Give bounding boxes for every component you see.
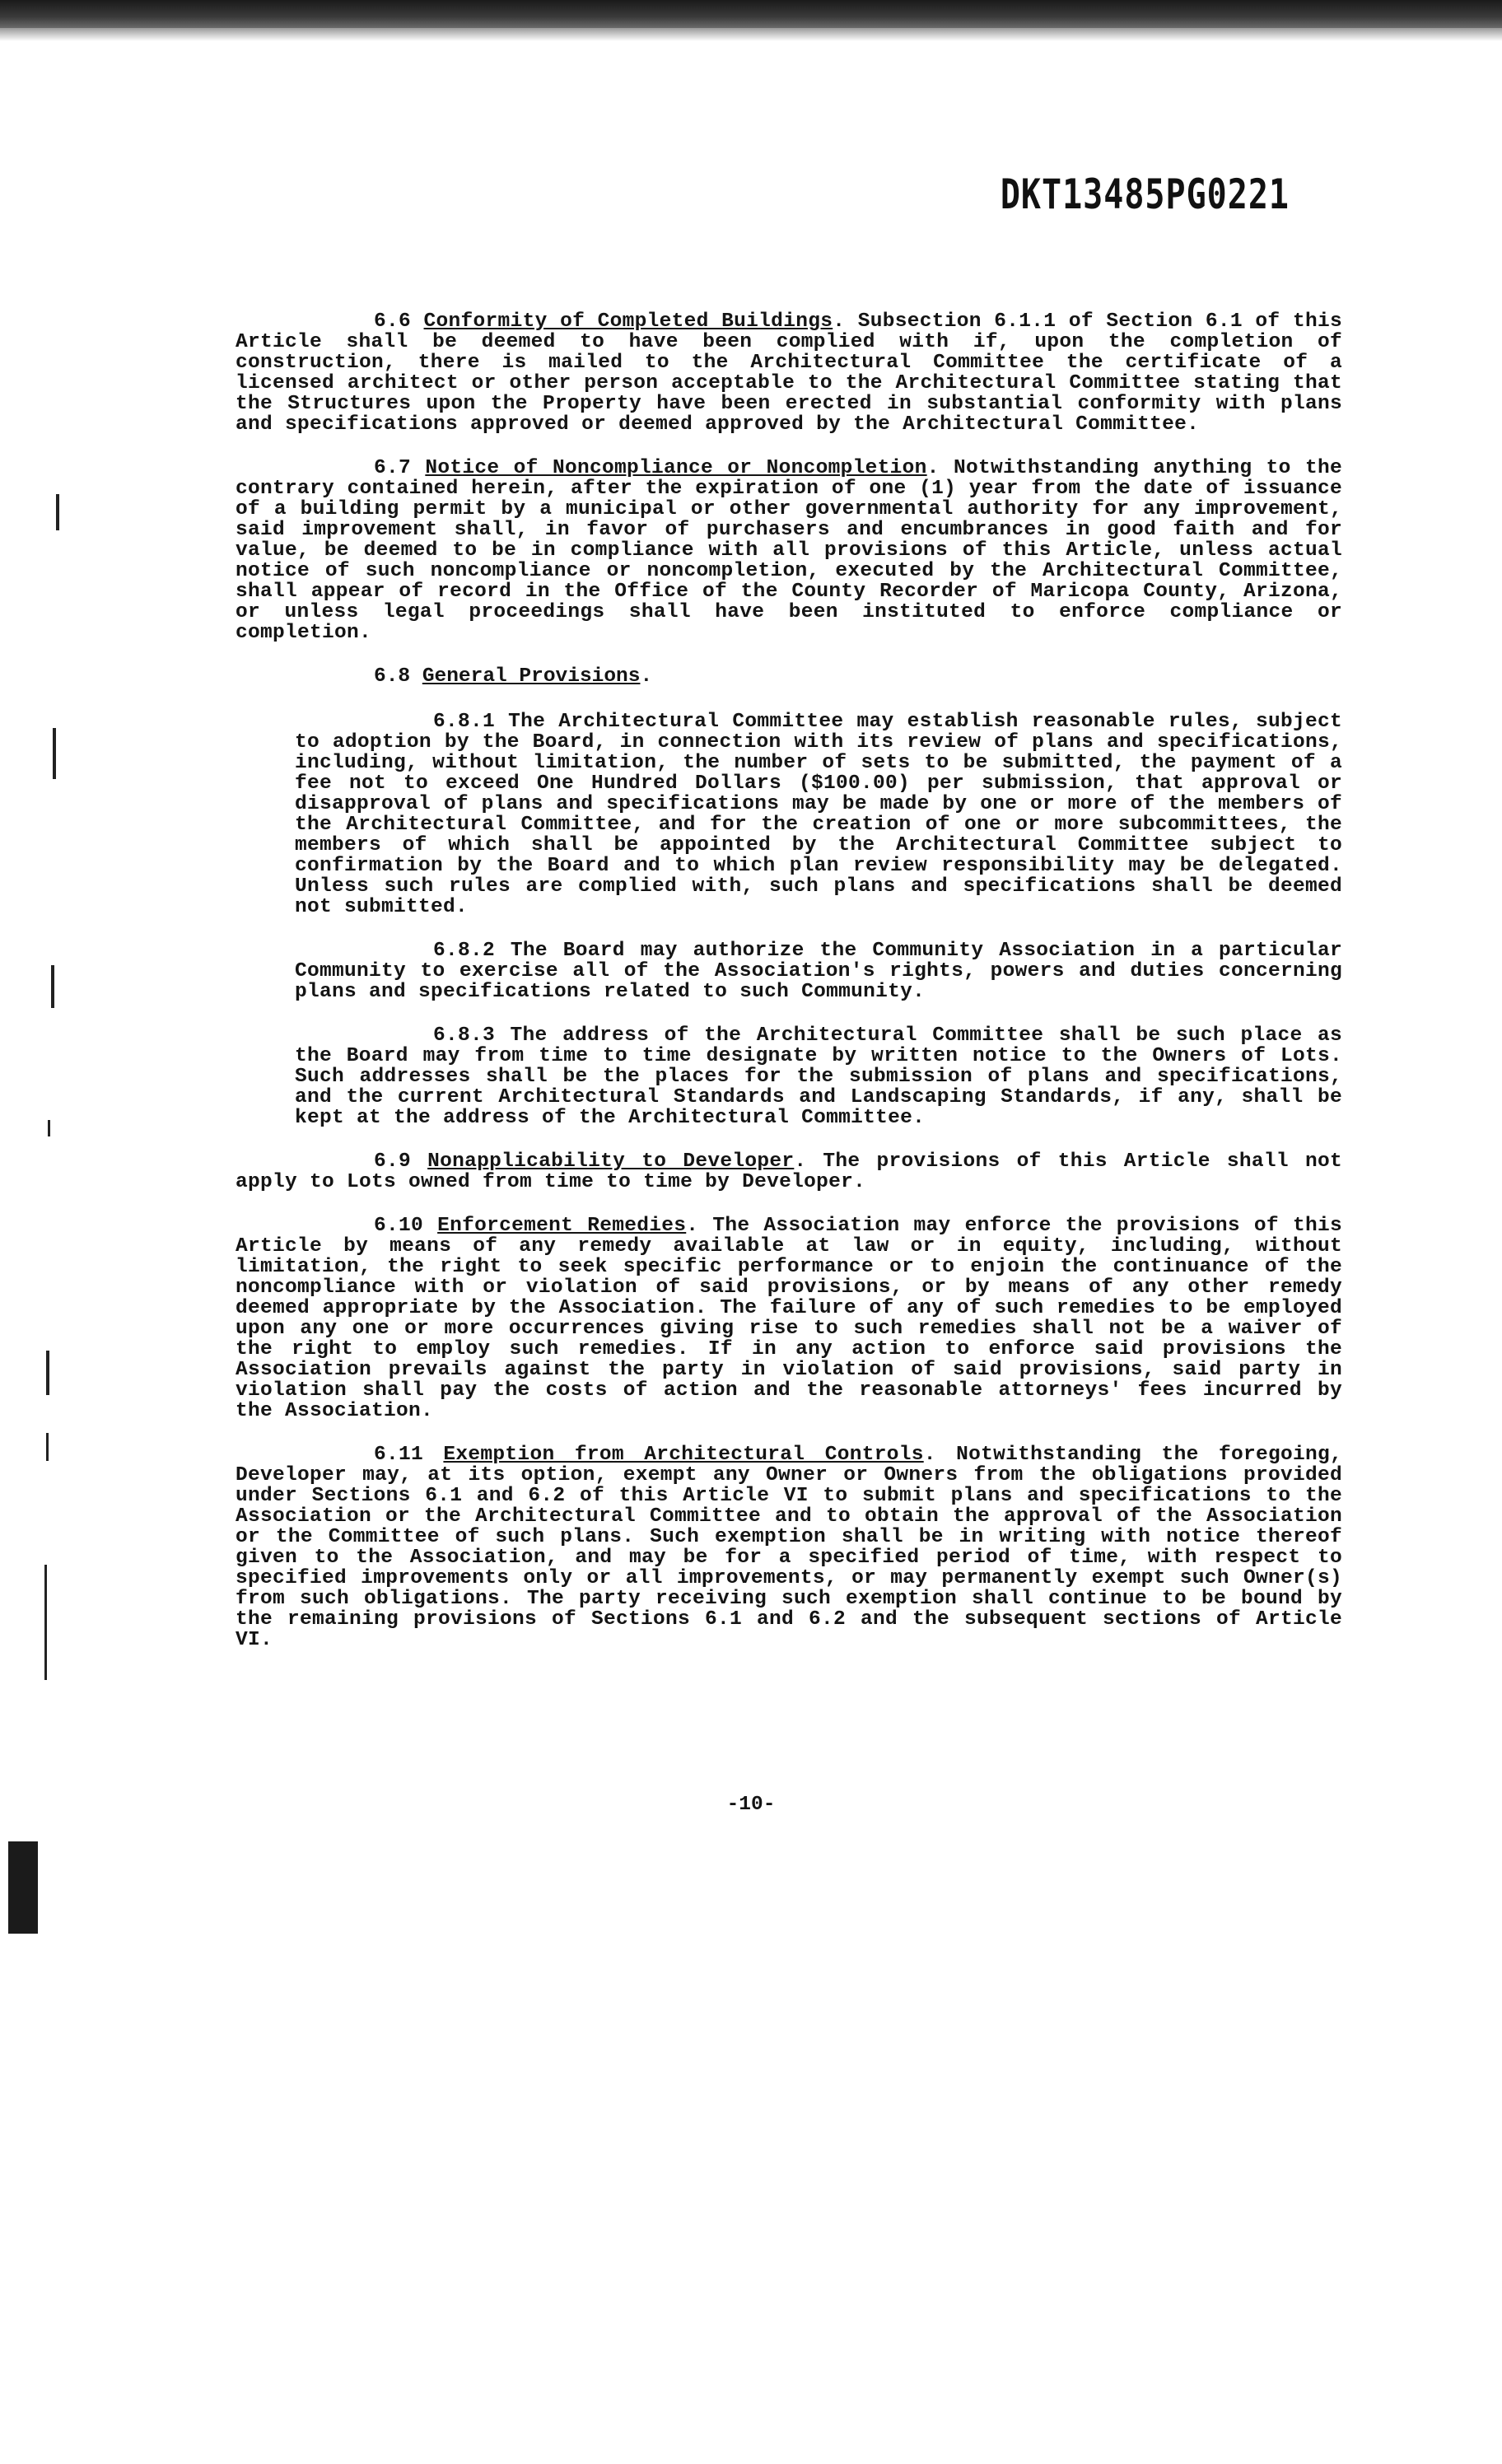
section-6-8-2	[236, 940, 1342, 1002]
section-heading: Nonapplicability to Developer	[427, 1150, 795, 1173]
section-number: 6.8.2	[433, 940, 496, 962]
section-6-8	[236, 666, 1342, 687]
page-number: -10-	[726, 1794, 776, 1816]
section-heading: Exemption from Architectural Controls	[443, 1444, 924, 1466]
section-text: .	[640, 665, 653, 688]
section-6-6	[236, 311, 1342, 435]
section-number: 6.10	[374, 1215, 424, 1237]
section-text: . Notwithstanding the foregoing, Developer may, at its option, exempt any Owner or Owners from the obligations provided under Sections 6.1 and 6.2 of this Article VI to submit plans and specifications to the Association or the Architectural Committee and to obtain the approval of the Association or the Committee of such plans. Such exemption shall be in writing with notice thereof given to the Association, and may be for a specified period of time, with respect to specified improvements only or all improvements, or may permanently exempt such Owner(s) from such obligations. The party receiving such exemption shall continue to be bound by the remaining provisions of Sections 6.1 and 6.2 and the subsequent sections of Article VI.	[236, 1444, 1342, 1651]
section-6-8-1	[236, 712, 1342, 917]
section-text: The Board may authorize the Community Association in a particular Community to exercise all of the Association's rights, powers and duties concerning plans and specifications related to such Community.	[295, 940, 1342, 1003]
section-6-10	[236, 1216, 1342, 1421]
section-text: The address of the Architectural Committee shall be such place as the Board may from time to time designate by written notice to the Owners of Lots. Such addresses shall be the places for the submission of plans and specifications, and the current Architectural Standards and Landscaping Standards, if any, shall be kept at the address of the Architectural Committee.	[295, 1024, 1342, 1129]
section-6-8-3	[236, 1025, 1342, 1128]
section-6-7	[236, 458, 1342, 643]
section-text: . Subsection 6.1.1 of Section 6.1 of this Article shall be deemed to have been complied with if, upon the completion of construction, there is mailed to the Architectural Committee the certificate of a licensed architect or other person acceptable to the Architectural Committee stating that the Structures upon the Property have been erected in substantial conformity with plans and specifications approved or deemed approved by the Architectural Committee.	[236, 310, 1342, 436]
section-number: 6.7	[374, 457, 412, 479]
recording-stamp: DKT13485PG0221	[1000, 171, 1290, 219]
section-text: . The Association may enforce the provisions of this Article by means of any remedy available at law or in equity, including, without limitation, the right to seek specific performance or to enjoin the continuance of the noncompliance with or violation of said provisions, or by means of any other remedy deemed appropriate by the Association. The failure of any of such remedies to be employed upon any one or more occurrences giving rise to such remedies shall not be a waiver of the right to employ such remedies. If in any action to enforce said provisions the Association prevails against the party in violation of said provisions, said party in violation shall pay the costs of action and the reasonable attorneys' fees incurred by the Association.	[236, 1215, 1342, 1422]
section-text: The Architectural Committee may establish reasonable rules, subject to adoption by the Board, in connection with its review of plans and specifications, including, without limitation, the number of sets to be submitted, the payment of a fee not to exceed One Hundred Dollars ($100.00) per submission, that approval or disapproval of plans and specifications may be made by one or more of the members of the Architectural Committee, and for the creation of one or more subcommittees, the members of which shall be appointed by the Architectural Committee subject to confirmation by the Board and to which plan review responsibility may be delegated. Unless such rules are complied with, such plans and specifications shall be deemed not submitted.	[295, 711, 1342, 918]
section-6-11	[236, 1444, 1342, 1650]
section-text: . The provisions of this Article shall not apply to Lots owned from time to time by Developer.	[236, 1150, 1342, 1193]
section-heading: Enforcement Remedies	[437, 1215, 687, 1237]
section-number: 6.9	[374, 1150, 412, 1173]
section-heading: General Provisions	[422, 665, 641, 688]
section-6-9	[236, 1151, 1342, 1192]
section-number: 6.8	[374, 665, 411, 688]
section-number: 6.6	[374, 310, 412, 333]
section-text: . Notwithstanding anything to the contrary contained herein, after the expiration of one (1) year from the date of issuance of a building permit by a municipal or other governmental authority for any improvement, said improvement shall, in favor of purchasers and encumbrances in good faith and for value, be deemed to be in compliance with all provisions of this Article, unless actual notice of such noncompliance or noncompletion, executed by the Architectural Committee, shall appear of record in the Office of the County Recorder of Maricopa County, Arizona, or unless legal proceedings shall have been instituted to enforce compliance or completion.	[236, 457, 1342, 644]
section-heading: Conformity of Completed Buildings	[423, 310, 833, 333]
scan-top-shadow	[0, 28, 1502, 41]
section-number: 6.8.3	[433, 1024, 496, 1047]
left-margin-scan-marks	[0, 0, 82, 2464]
section-heading: Notice of Noncompliance or Noncompletion	[425, 457, 927, 479]
scan-top-edge	[0, 0, 1502, 28]
document-body	[236, 311, 1342, 1673]
section-number: 6.8.1	[433, 711, 496, 733]
section-number: 6.11	[374, 1444, 424, 1466]
